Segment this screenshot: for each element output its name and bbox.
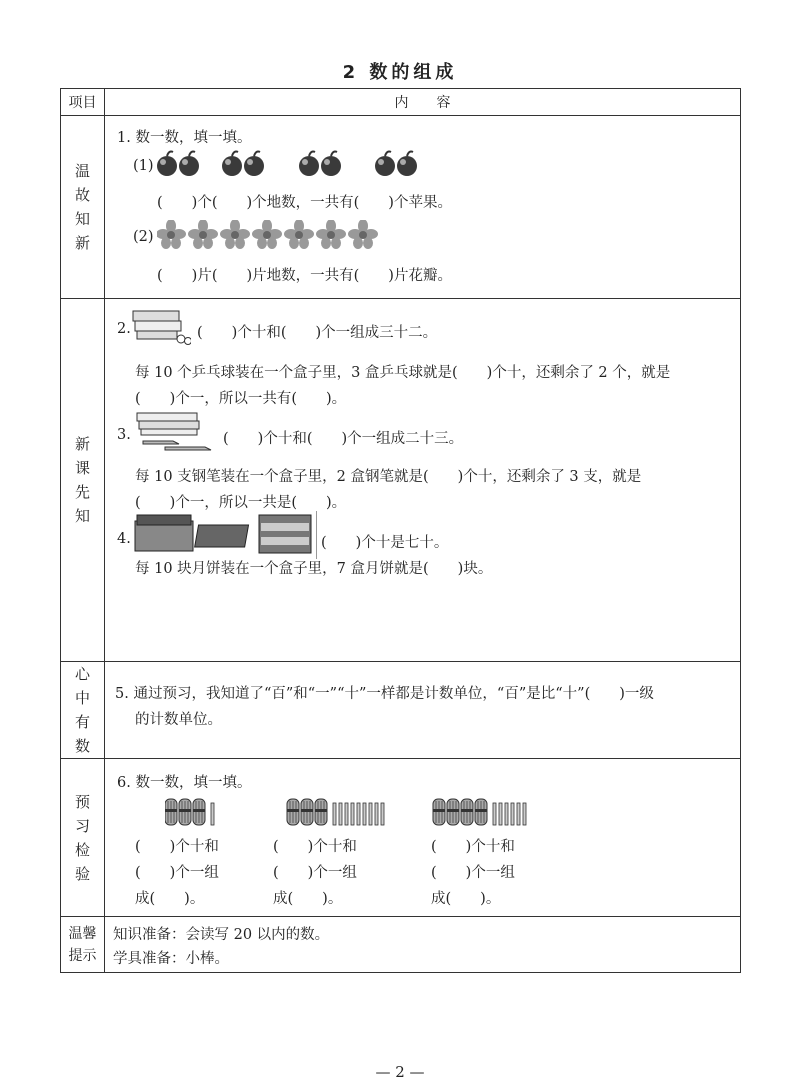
- section-label-tips: 温馨提示: [68, 925, 97, 964]
- section-new: [105, 299, 741, 662]
- q6-b-line1: ( )个十和: [273, 839, 357, 855]
- q3-line1: 每 10 支钢笔装在一个盒子里，2 盒钢笔就是( )个十，还剩余了 3 支，就是: [135, 469, 642, 485]
- q1-1-fill: ( )个( )个地数，一共有( )个苹果。: [157, 195, 452, 211]
- section-mind: [105, 662, 741, 759]
- q4-line1: 每 10 块月饼装在一个盒子里，7 盒月饼就是( )块。: [135, 561, 493, 577]
- tip-tools: 学具准备：小棒。: [113, 951, 229, 967]
- q6-prompt: 6. 数一数，填一填。: [117, 775, 252, 791]
- q6-c-line1: ( )个十和: [431, 839, 515, 855]
- q3-fill: ( )个十和( )个一组成二十三。: [223, 431, 464, 447]
- q6-c-line3: 成( )。: [431, 891, 501, 907]
- apple-icon: [157, 150, 437, 180]
- q6-c-line2: ( )个一组: [431, 865, 515, 881]
- q2-line2: ( )个一，所以一共有( )。: [135, 391, 347, 407]
- section-label-review: 温故知新: [74, 162, 90, 252]
- q5-line2: 的计数单位。: [135, 712, 222, 728]
- section-label-mind: 心中有数: [74, 665, 90, 755]
- header-item: 项目: [61, 89, 105, 116]
- q4-number: 4.: [117, 531, 131, 547]
- q3-number: 3.: [117, 427, 131, 443]
- q3-line2: ( )个一，所以一共是( )。: [135, 495, 347, 511]
- header-content: 内 容: [105, 89, 741, 116]
- section-label-check: 预习检验: [74, 792, 90, 883]
- q6-b-line3: 成( )。: [273, 891, 343, 907]
- section-tips: [105, 917, 741, 973]
- section-review: [105, 116, 741, 299]
- q5-line1: 5. 通过预习，我知道了“百”和“一”“十”一样都是计数单位，“百”是比“十”( )一级: [115, 686, 654, 702]
- q4-fill: ( )个十是七十。: [321, 535, 449, 551]
- section-check: [105, 759, 741, 917]
- q1-prompt: 1. 数一数，填一填。: [117, 130, 252, 146]
- q6-b-line2: ( )个一组: [273, 865, 357, 881]
- q2-line1: 每 10 个乒乓球装在一个盒子里，3 盒乒乓球就是( )个十，还剩余了 2 个，就是: [135, 365, 671, 381]
- ping-pong-box-icon: [131, 303, 191, 347]
- q6-a-line3: 成( )。: [135, 891, 205, 907]
- sticks-icon: [165, 797, 605, 833]
- q1-1-tag: (1): [133, 158, 154, 174]
- q2-number: 2.: [117, 321, 131, 337]
- page-title: 2 数的组成: [342, 62, 458, 83]
- worksheet-table: [60, 88, 741, 973]
- q2-fill: ( )个十和( )个一组成三十二。: [197, 325, 438, 341]
- petal-icon: [157, 220, 397, 250]
- page-number: — 2 —: [375, 1063, 425, 1081]
- q6-a-line2: ( )个一组: [135, 865, 219, 881]
- q6-a-line1: ( )个十和: [135, 839, 219, 855]
- q1-2-tag: (2): [133, 229, 154, 245]
- q1-2-fill: ( )片( )片地数，一共有( )片花瓣。: [157, 268, 452, 284]
- pen-box-icon: [135, 411, 215, 451]
- mooncake-box-icon: [131, 511, 317, 559]
- tip-knowledge: 知识准备：会读写 20 以内的数。: [113, 927, 330, 943]
- section-label-new: 新课先知: [74, 435, 90, 525]
